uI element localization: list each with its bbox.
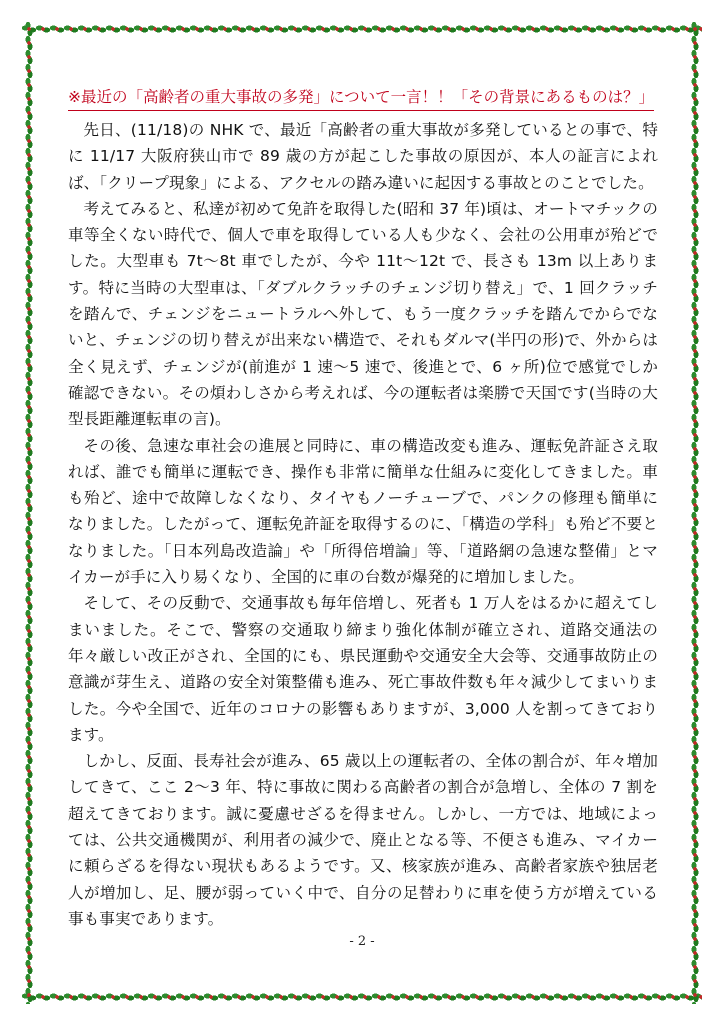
paragraph-3: その後、急速な車社会の進展と同時に、車の構造改変も進み、運転免許証さえ取れば、誰でも簡単に運転でき、操作も非常に簡単な仕組みに変化してきました。車も殆ど、途中で故障しなくなり、タイヤもノーチューブで、パンクの修理も簡単になりました。したがって、運転免許証を取得するのに、「構造の学科」も殆ど不要となりました。「日本列島改造論」や「所得倍増論」等、「道路網の急速な整備」とマイカーが手に入り易くなり、全国的に車の台数が爆発的に増加しました。 [68, 436, 658, 587]
document-title: ※最近の「高齢者の重大事故の多発」について一言！！「その背景にあるものは？」 [68, 84, 654, 111]
paragraph-2: 考えてみると、私達が初めて免許を取得した(昭和 37 年)頃は、オートマチックの車等全くない時代で、個人で車を取得している人も少なく、会社の公用車が殆どでした。大型車も 7t〜8t 車でしたが、今や 11t〜12t で、長さも 13m 以上あります。特に当時の大型車は、「ダブルクラッチのチェンジ切り替え」で、1 回クラッチを踏んで、チェンジをニュートラルへ外して、もう一度クラッチを踏んでからでないと、チェンジの切り替えが出来ない構造で、それもダルマ(半円の形)で、外からは全く見えず、チェンジが(前進が 1 速〜5 速で、後進とで、6 ヶ所)位で感覚でしか確認できない。その煩わしさから考えれば、今の運転者は楽勝で天国です(当時の大型長距離運転車の言)。 [68, 199, 658, 429]
holly-border-left-icon [22, 22, 36, 1004]
page-number: - 2 - [349, 934, 375, 949]
paragraph-1: 先日、(11/18)の NHK で、最近「高齢者の重大事故が多発しているとの事で、特に 11/17 大阪府狭山市で 89 歳の方が起こした事故の原因が、本人の証言によれば、「クリープ現象」による、アクセルの踏み違いに起因する事故とのことでした。 [68, 121, 658, 192]
paragraph-5: しかし、反面、長寿社会が進み、65 歳以上の運転者の、全体の割合が、年々増加してきて、ここ 2〜3 年、特に事故に関わる高齢者の割合が急増し、全体の 7 割を超えてきております。誠に憂慮せざるを得ません。しかし、一方では、地域によっては、公共交通機関が、利用者の減少で、廃止となる等、不便さも進み、マイカーに頼らざるを得ない現状もあるようです。又、核家族が進み、高齢者家族や独居老人が増加し、足、腰が弱っていく中で、自分の足替わりに車を使う方が増えている事も事実であります。 [68, 752, 658, 928]
paragraph-4: そして、その反動で、交通事故も毎年倍増し、死者も 1 万人をはるかに超えてしまいました。そこで、警察の交通取り締まり強化体制が確立され、道路交通法の年々厳しい改正がされ、全国的にも、県民運動や交通安全大会等、交通事故防止の意識が芽生え、道路の安全対策整備も進み、死亡事故件数も年々減少してまいりました。今や全国で、近年のコロナの影響もありますが、3,000 人を割ってきております。 [68, 594, 658, 744]
holly-border-right-icon [688, 22, 702, 1004]
holly-border-bottom-icon [22, 990, 702, 1004]
holly-border-top-icon [22, 22, 702, 36]
document-body [68, 84, 658, 932]
